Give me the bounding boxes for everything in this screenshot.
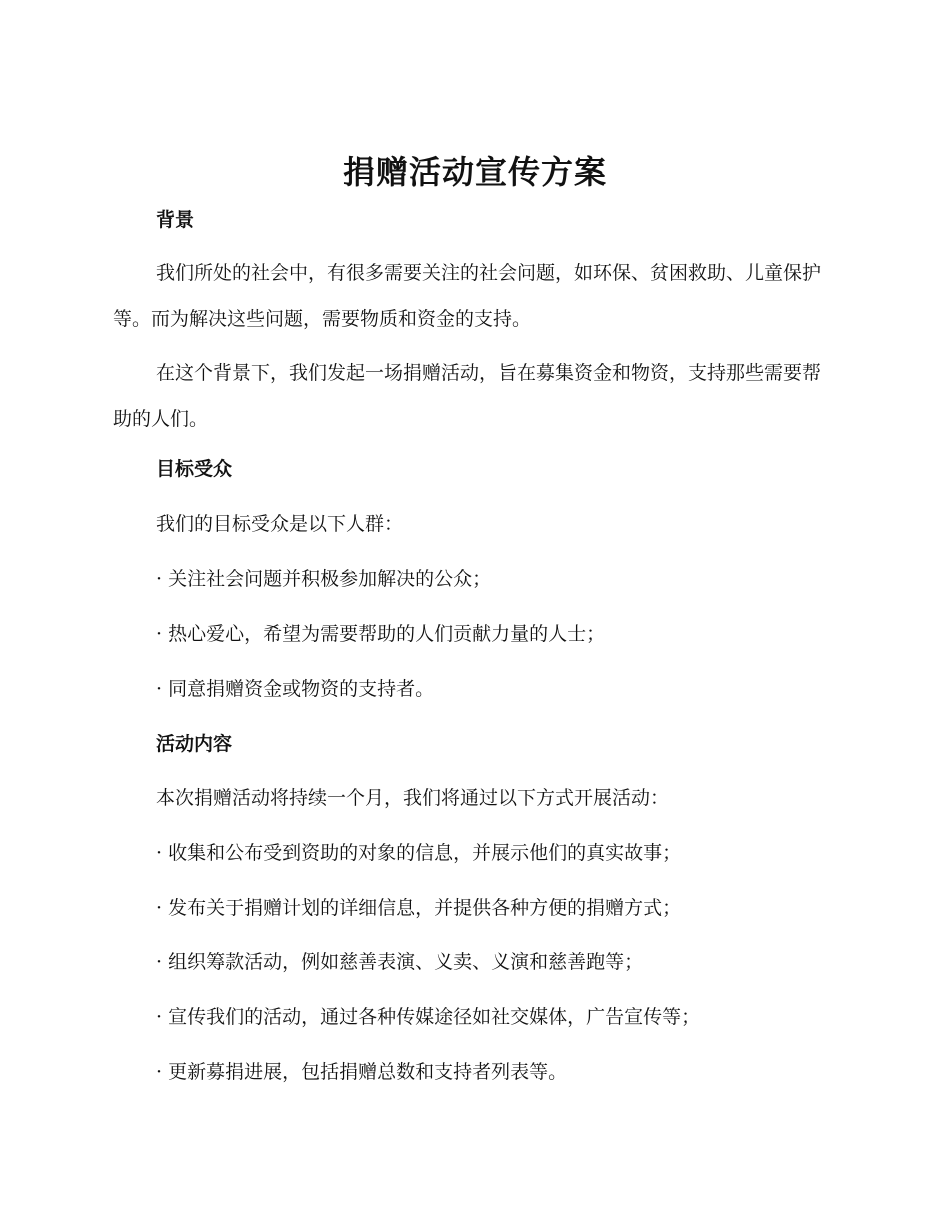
list-item: · 热心爱心，希望为需要帮助的人们贡献力量的人士； xyxy=(156,623,606,645)
background-paragraph-2: 在这个背景下，我们发起一场捐赠活动，旨在募集资金和物资，支持那些需要帮助的人们。 xyxy=(113,362,822,430)
list-item: · 收集和公布受到资助的对象的信息，并展示他们的真实故事； xyxy=(156,842,682,864)
list-item: · 关注社会问题并积极参加解决的公众； xyxy=(156,568,492,590)
section-heading-background: 背景 xyxy=(156,209,195,231)
activities-intro: 本次捐赠活动将持续一个月，我们将通过以下方式开展活动： xyxy=(156,787,670,809)
list-item: · 组织筹款活动，例如慈善表演、义卖、义演和慈善跑等； xyxy=(156,951,644,973)
background-paragraph-1: 我们所处的社会中，有很多需要关注的社会问题，如环保、贫困救助、儿童保护等。而为解决这些问题，需要物质和资金的支持。 xyxy=(113,262,822,330)
section-heading-audience: 目标受众 xyxy=(156,458,233,480)
section-heading-activities: 活动内容 xyxy=(156,733,233,755)
list-item: · 同意捐赠资金或物资的支持者。 xyxy=(156,678,435,700)
list-item: · 更新募捐进展，包括捐赠总数和支持者列表等。 xyxy=(156,1061,568,1083)
list-item: · 宣传我们的活动，通过各种传媒途径如社交媒体，广告宣传等； xyxy=(156,1006,701,1028)
audience-intro: 我们的目标受众是以下人群： xyxy=(156,513,404,535)
document-title: 捐赠活动宣传方案 xyxy=(342,153,607,191)
list-item: · 发布关于捐赠计划的详细信息，并提供各种方便的捐赠方式； xyxy=(156,897,682,919)
